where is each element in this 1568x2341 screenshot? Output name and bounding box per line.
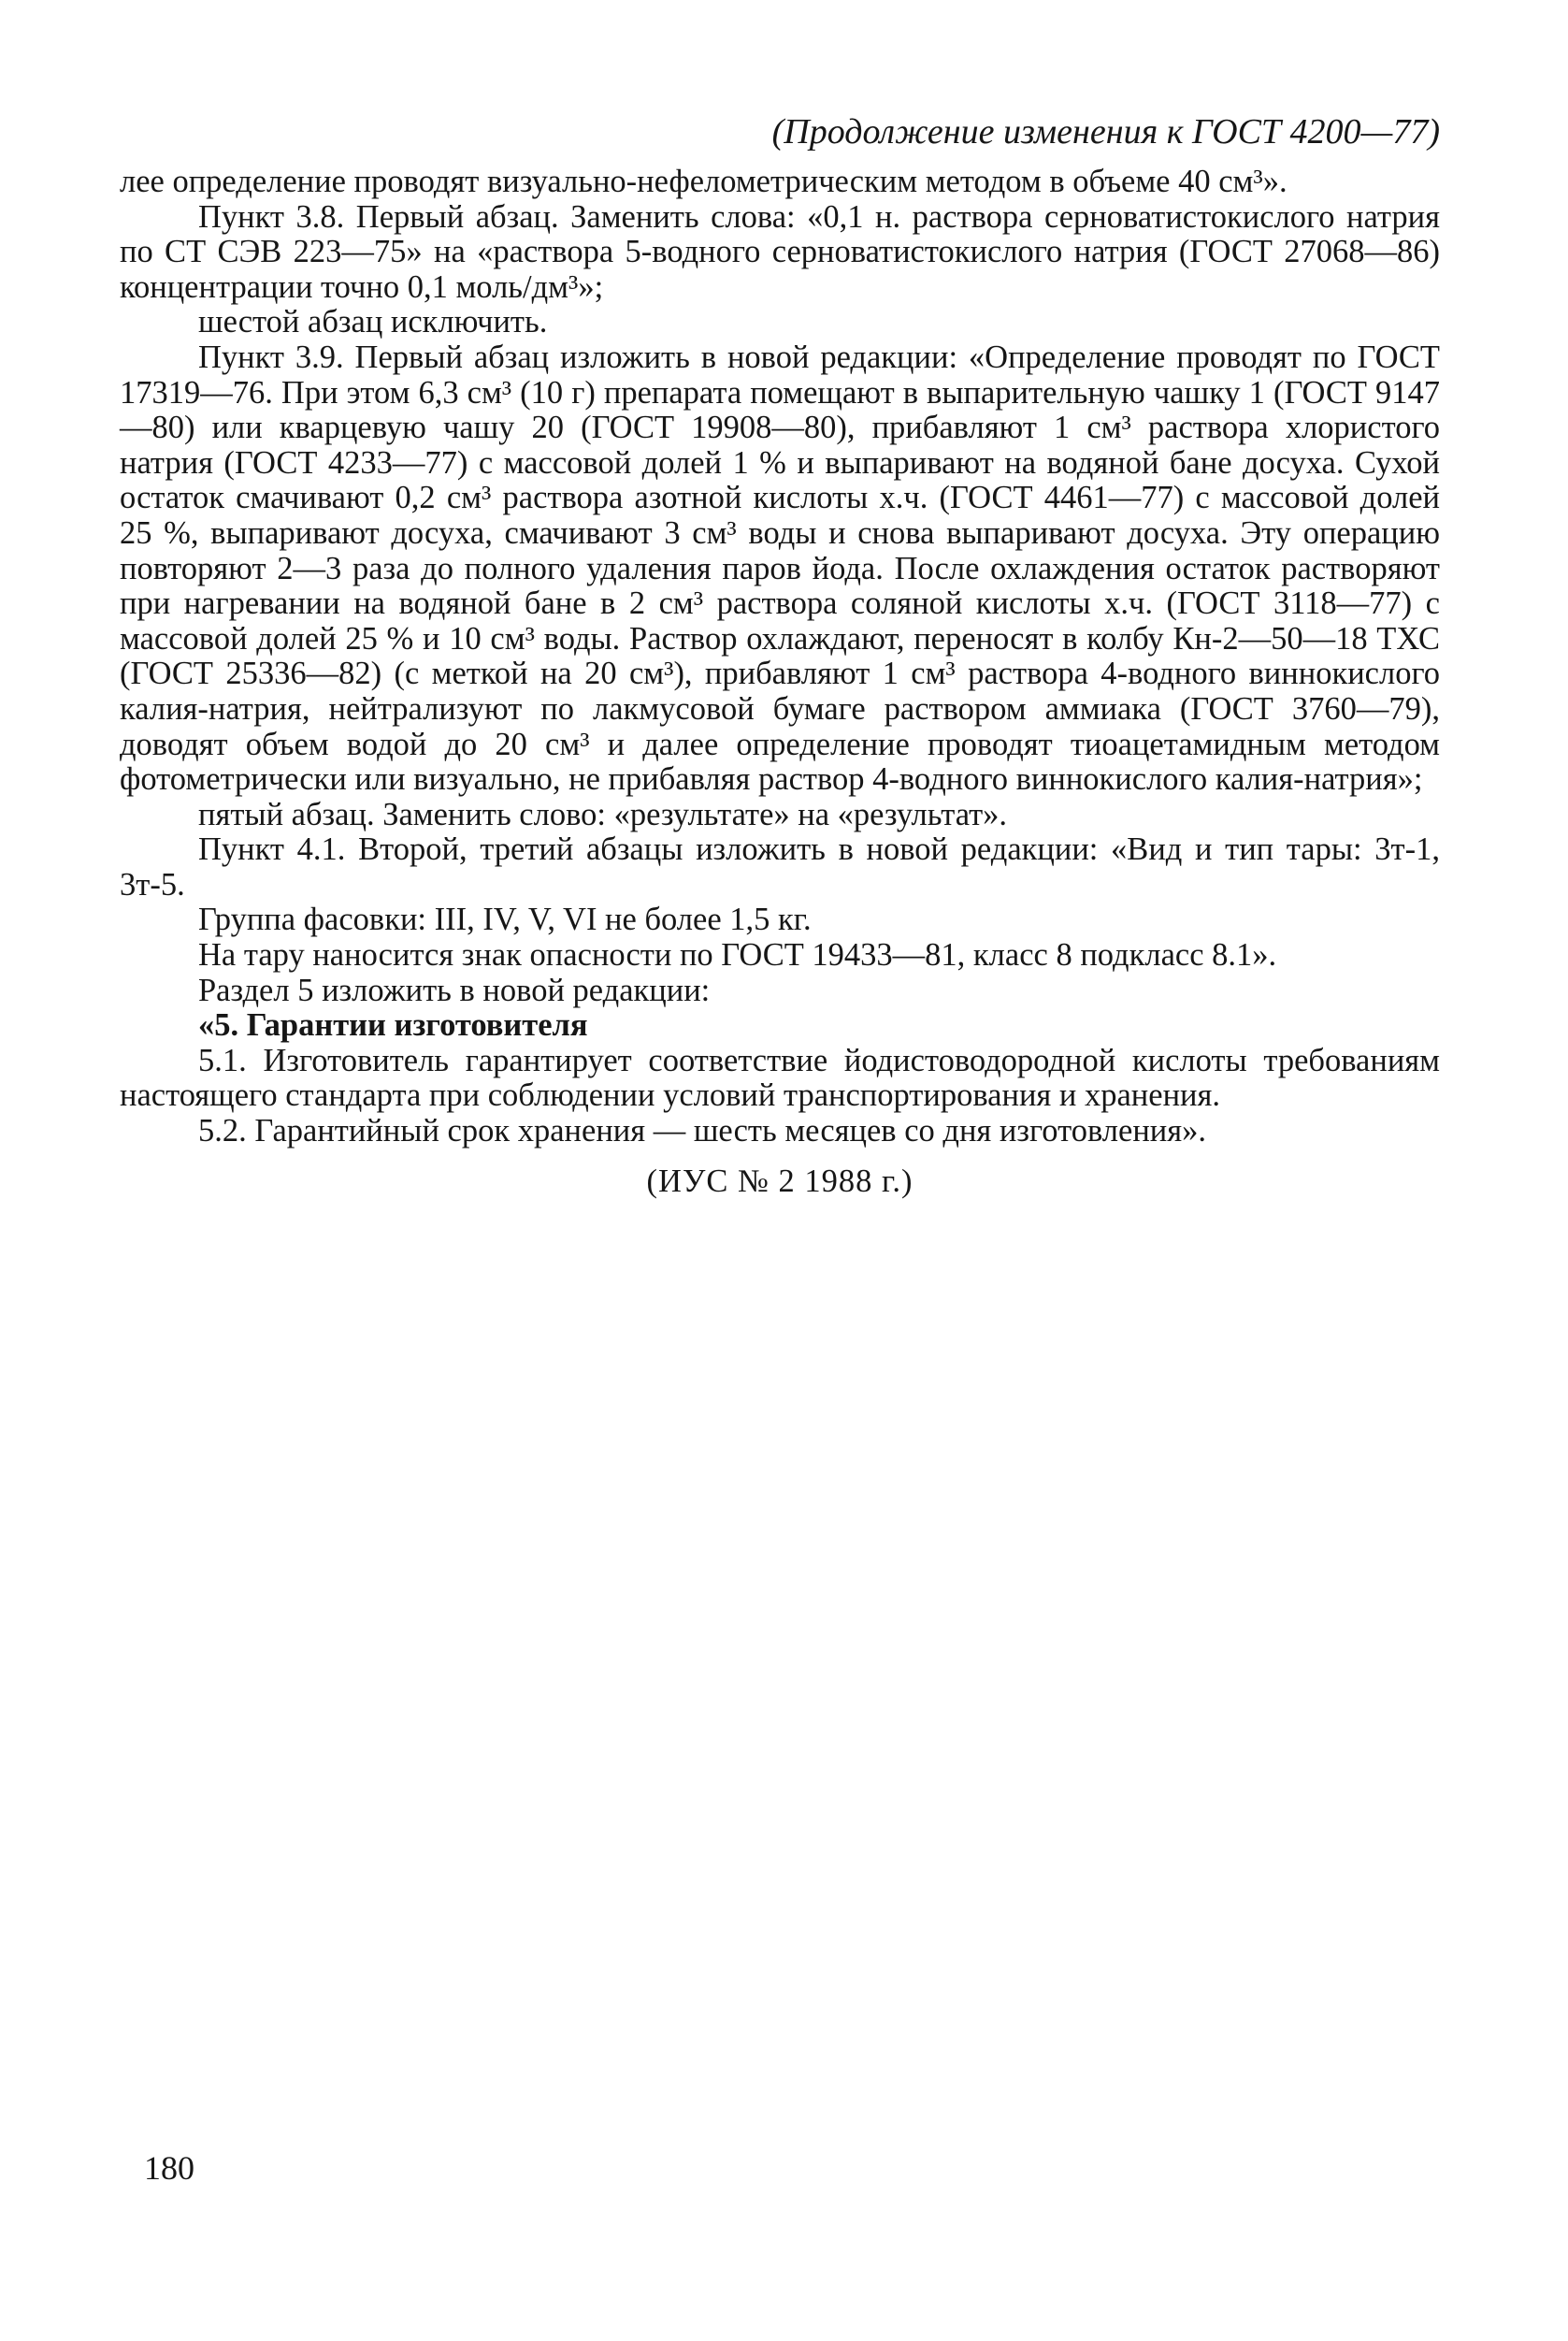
paragraph-fifth-abzac: пятый абзац. Заменить слово: «результате» на «результат». [198, 796, 1008, 832]
paragraph-packing-group: Группа фасовки: III, IV, V, VI не более 1,5 кг. [198, 902, 812, 938]
ius-citation: (ИУС № 2 1988 г.) [646, 1163, 913, 1199]
paragraph-item-4-1: Пункт 4.1. Второй, третий абзацы изложить в новой редакции: «Вид и тип тары: 3т-1, 3т-5. [120, 831, 1440, 903]
paragraph-item-3-8: Пункт 3.8. Первый абзац. Заменить слова: «0,1 н. раствора серноватистокислого натрия по СТ СЭВ 223—75» на «раствора 5-водного серноватистокислого натрия (ГОСТ 27068—86) концентрации точно 0,1 моль/дм³»; [120, 198, 1440, 305]
document-body [120, 165, 1440, 1199]
section-5-heading: «5. Гарантии изготовителя [198, 1007, 588, 1044]
page-number: 180 [144, 2149, 194, 2187]
paragraph-item-3-9: Пункт 3.9. Первый абзац изложить в новой редакции: «Определение проводят по ГОСТ 17319—76. При этом 6,3 см³ (10 г) препарата помещают в выпарительную чашку 1 (ГОСТ 9147—80) или кварцевую чашу 20 (ГОСТ 19908—80), прибавляют 1 см³ раствора хлористого натрия (ГОСТ 4233—77) с массовой долей 1 % и выпаривают на водяной бане досуха. Сухой остаток смачивают 0,2 см³ раствора азотной кислоты х.ч. (ГОСТ 4461—77) с массовой долей 25 %, выпаривают досуха, смачивают 3 см³ воды и снова выпаривают досуха. Эту операцию повторяют 2—3 раза до полного удаления паров йода. После охлаждения остаток растворяют при нагревании на водяной бане в 2 см³ раствора соляной кислоты х.ч. (ГОСТ 3118—77) с массовой долей 25 % и 10 см³ воды. Раствор охлаждают, переносят в колбу Кн-2—50—18 ТХС (ГОСТ 25336—82) (с меткой на 20 см³), прибавляют 1 см³ раствора 4-водного виннокислого калия-натрия, нейтрализуют по лакмусовой бумаге раствором аммиака (ГОСТ 3760—79), доводят объем водой до 20 см³ и далее определение проводят тиоацетамидным методом фотометрически или визуально, не прибавляя раствор 4-водного виннокислого калия-натрия»; [120, 339, 1440, 798]
paragraph-continuation: лее определение проводят визуально-нефелометрическим методом в объеме 40 см³». [120, 164, 1287, 199]
paragraph-5-1: 5.1. Изготовитель гарантирует соответствие йодистоводородной кислоты требованиям настоящего стандарта при соблюдении условий транспортирования и хранения. [120, 1042, 1440, 1114]
running-title: (Продолжение изменения к ГОСТ 4200—77) [771, 112, 1440, 152]
paragraph-sixth-abzac: шестой абзац исключить. [198, 304, 548, 340]
paragraph-section-5-intro: Раздел 5 изложить в новой редакции: [198, 972, 711, 1008]
paragraph-5-2: 5.2. Гарантийный срок хранения — шесть месяцев со дня изготовления». [198, 1113, 1207, 1149]
paragraph-hazard-sign: На тару наносится знак опасности по ГОСТ 19433—81, класс 8 подкласс 8.1». [198, 937, 1277, 974]
